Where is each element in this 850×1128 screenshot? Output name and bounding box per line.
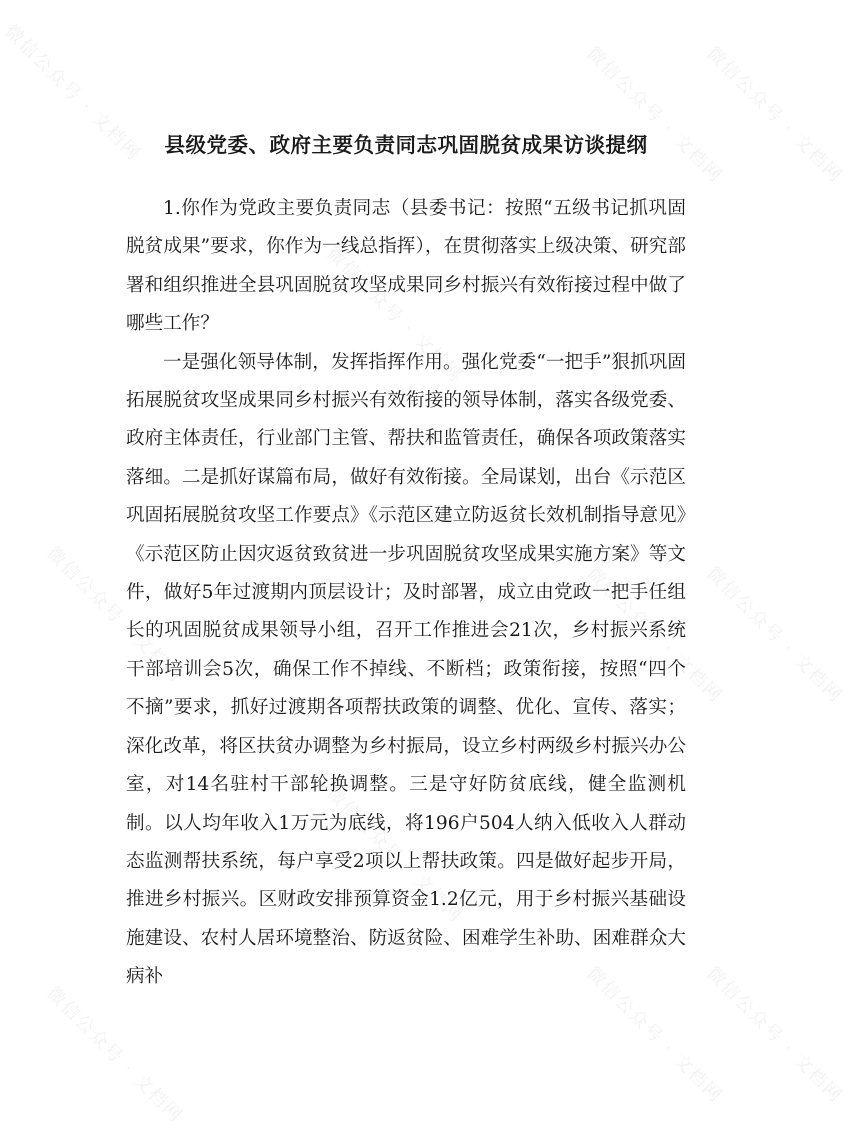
document-body [126,128,686,997]
watermark-text: 微信公众号 · 文档网 [42,542,187,688]
watermark-text: 微信公众号 · 文档网 [0,20,145,166]
watermark-text: 微信公众号 · 文档网 [582,562,727,708]
watermark-text: 微信公众号 · 文档网 [322,242,467,388]
watermark-text: 微信公众号 · 文档网 [582,962,727,1108]
watermark-text: 微信公众号 · 文档网 [702,962,847,1108]
watermark-text: 微信公众号 · 文档网 [702,42,847,188]
watermark-text: 微信公众号 · 文档网 [702,562,847,708]
watermark-text: 微信公众号 · 文档网 [42,982,187,1128]
watermark-text: 微信公众号 · 文档网 [322,782,467,928]
document-title: 县级党委、政府主要负责同志巩固脱贫成果访谈提纲 [164,133,648,157]
watermark-text: 微信公众号 · 文档网 [582,42,727,188]
answer-paragraph: 一是强化领导体制，发挥指挥作用。强化党委“一把手”狠抓巩固拓展脱贫攻坚成果同乡村振兴有效衔接的领导体制，落实各级党委、政府主体责任，行业部门主管、帮扶和监管责任，确保各项政策落实落细。二是抓好谋篇布局，做好有效衔接。全局谋划，出台《示范区巩固拓展脱贫攻坚工作要点》《示范区建立防返贫长效机制指导意见》《示范区防止因灾返贫致贫进一步巩固脱贫攻坚成果实施方案》等文件，做好5年过渡期内顶层设计；及时部署，成立由党政一把手任组长的巩固脱贫成果领导小组，召开工作推进会21次，乡村振兴系统干部培训会5次，确保工作不掉线、不断档；政策衔接，按照“四个不摘”要求，抓好过渡期各项帮扶政策的调整、优化、宣传、落实；深化改革，将区扶贫办调整为乡村振局，设立乡村两级乡村振兴办公室，对14名驻村干部轮换调整。三是守好防贫底线，健全监测机制。以人均年收入1万元为底线，将196户504人纳入低收入人群动态监测帮扶系统，每户享受2项以上帮扶政策。四是做好起步开局，推进乡村振兴。区财政安排预算资金1.2亿元，用于乡村振兴基础设施建设、农村人居环境整治、防返贫险、困难学生补助、困难群众大病补 [126,351,686,988]
question-paragraph: 1.你作为党政主要负责同志（县委书记：按照“五级书记抓巩固脱贫成果”要求，你作为一线总指挥），在贯彻落实上级决策、研究部署和组织推进全县巩固脱贫攻坚成果同乡村振兴有效衔接过程中做了哪些工作？ [126,198,686,335]
